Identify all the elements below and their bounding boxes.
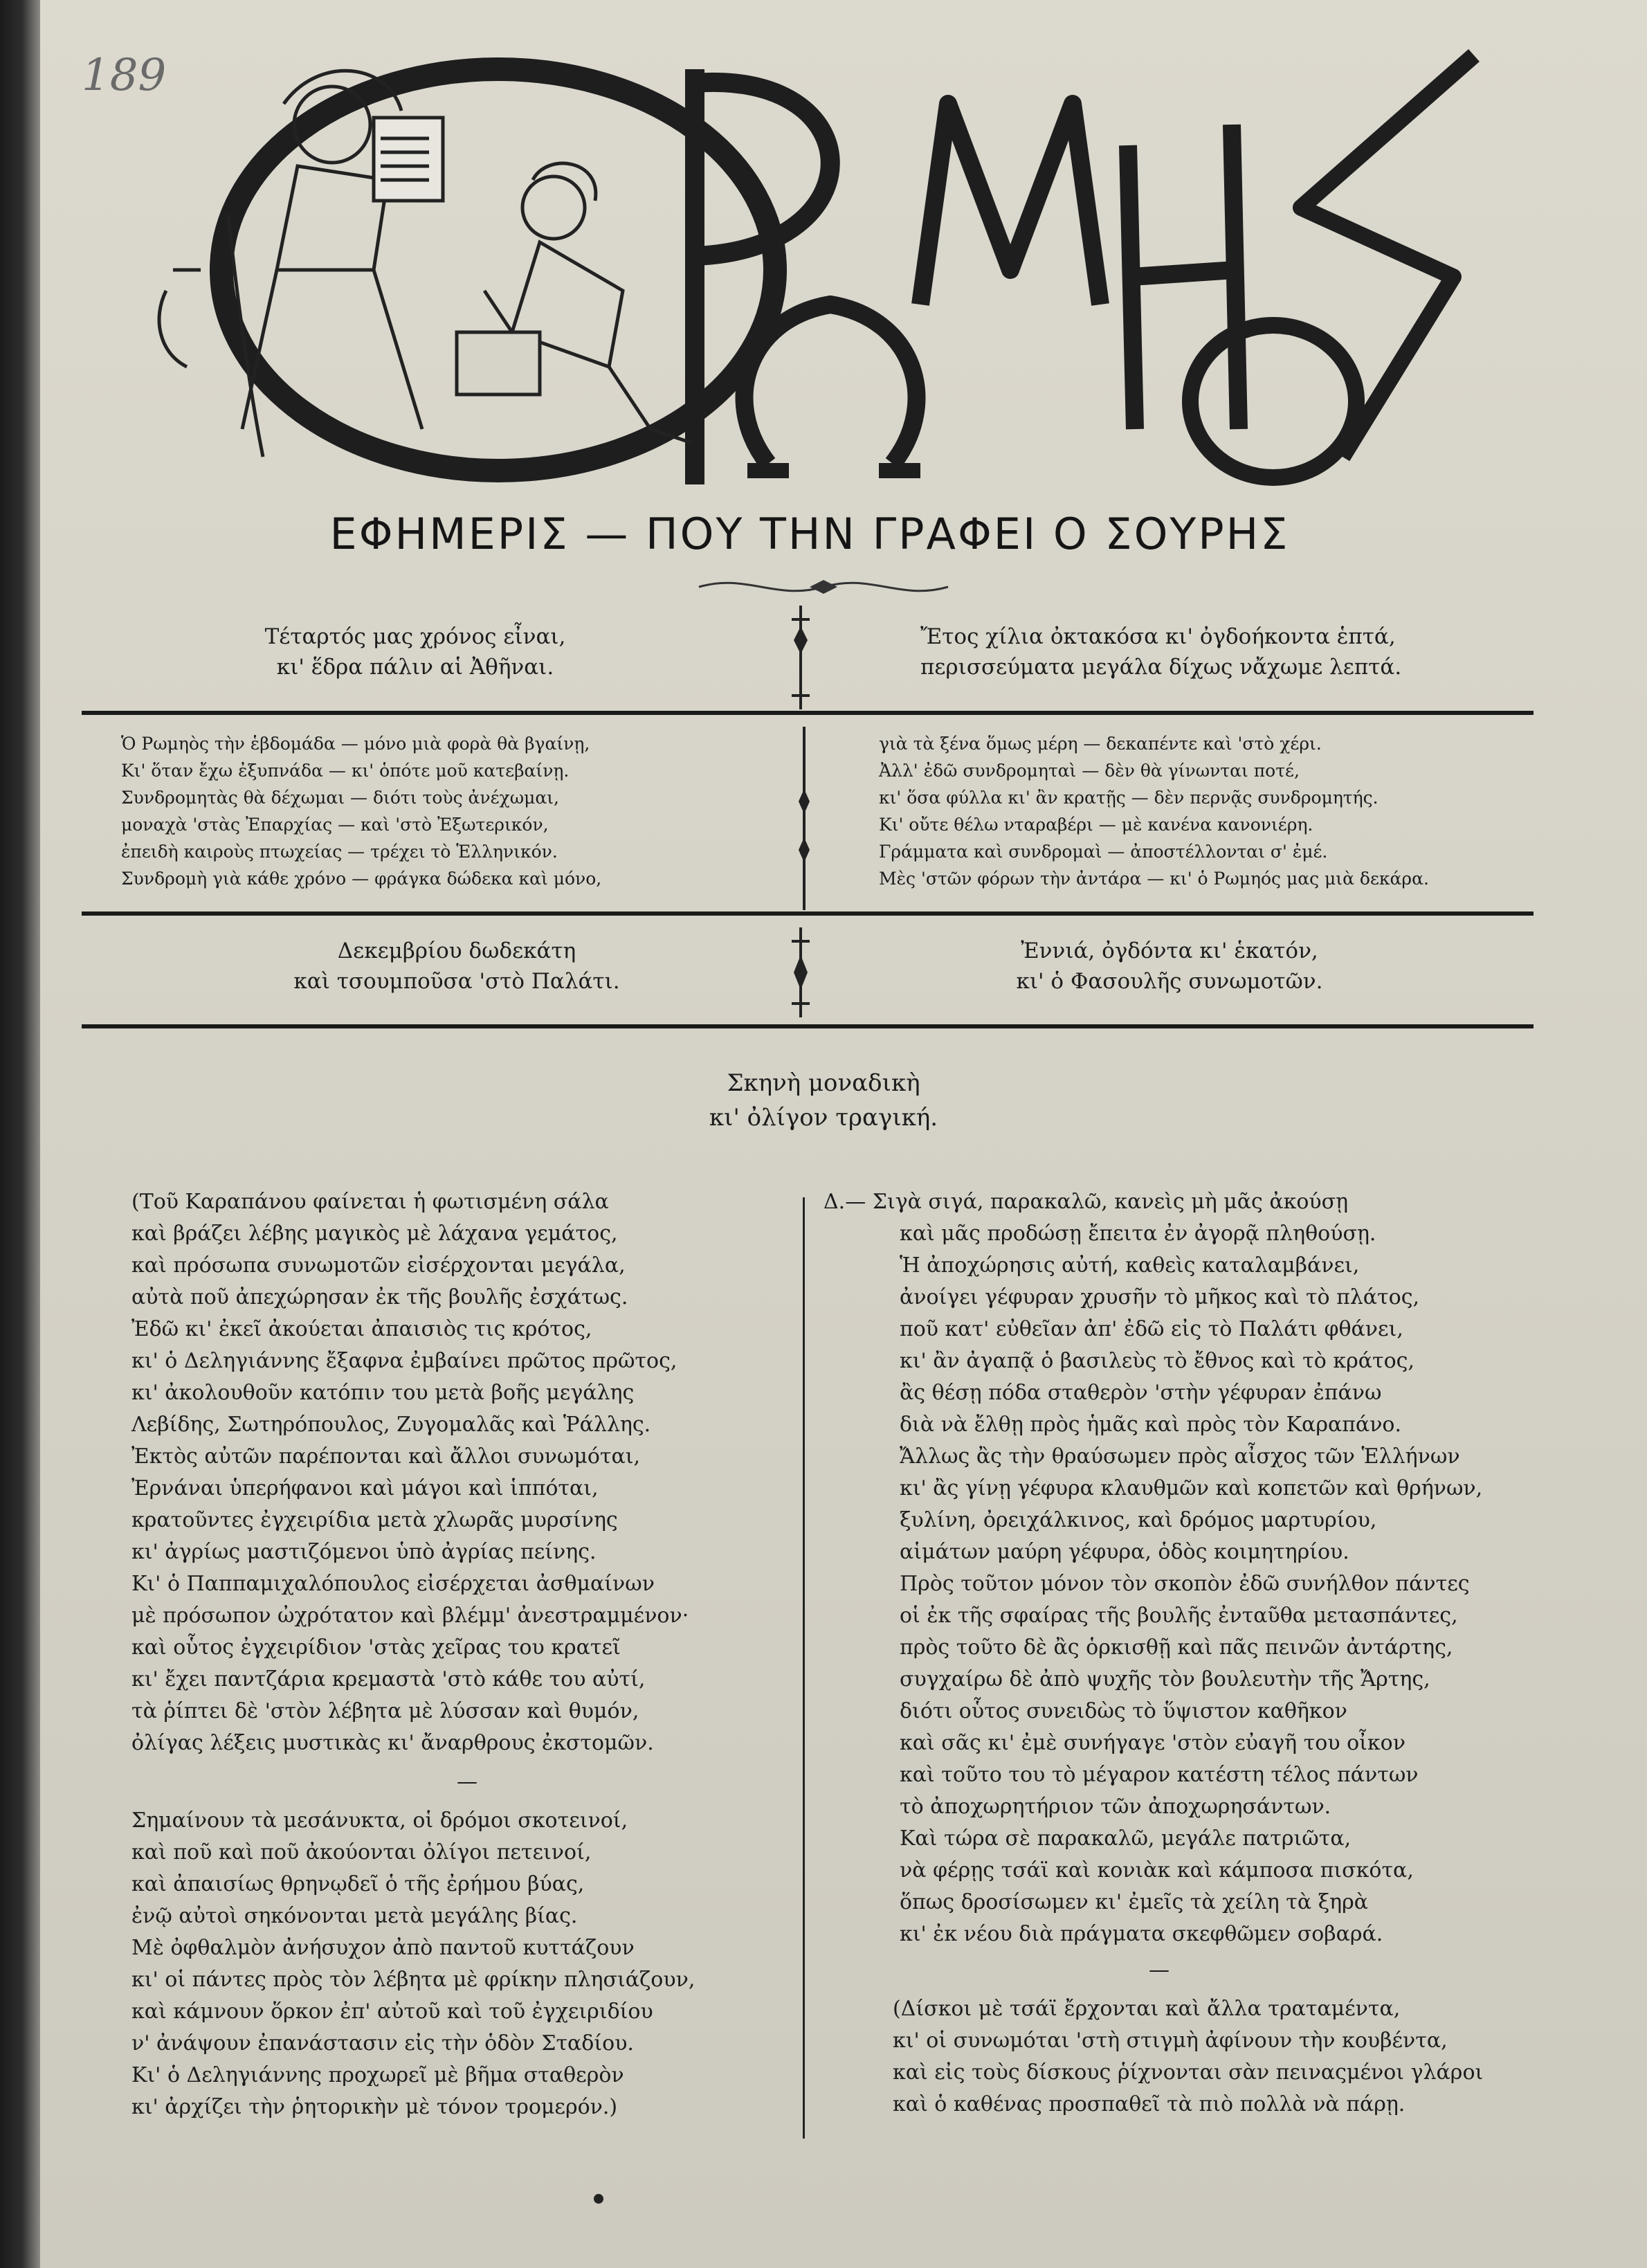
rule <box>82 911 1534 916</box>
header-left-line: Τέταρτός μας χρόνος εἶναι, <box>264 624 566 649</box>
subscription-line: Κι' ὅταν ἔχω ἐξυπνάδα — κι' ὁπότε μοῦ κατεβαίνῃ. <box>121 761 570 781</box>
flourish-ornament <box>692 573 955 601</box>
verse-line: Πρὸς τοῦτον μόνον τὸν σκοπὸν ἐδῶ συνήλθον πάντες <box>900 1572 1470 1596</box>
subscription-line: Γράμματα καὶ συνδρομαὶ — ἀποστέλλονται σ' ἐμέ. <box>879 842 1328 862</box>
illustration <box>159 71 692 457</box>
verse-line: Λεβίδης, Σωτηρόπουλος, Ζυγομαλᾶς καὶ Ῥάλλης. <box>131 1413 651 1437</box>
verse-line: πρὸς τοῦτο δὲ ἂς ὁρκισθῇ καὶ πᾶς πεινῶν ἀντάρτης, <box>900 1635 1453 1660</box>
verse-line: Καὶ τώρα σὲ παρακαλῶ, μεγάλε πατριῶτα, <box>900 1826 1352 1851</box>
verse-line: (Τοῦ Καραπάνου φαίνεται ἡ φωτισμένη σάλα <box>131 1190 609 1214</box>
subscription-line: Ὁ Ρωμηὸς τὴν ἑβδομάδα — μόνο μιὰ φορὰ θὰ βγαίνῃ, <box>121 734 590 754</box>
verse-line: Ἐρνάναι ὑπερήφανοι καὶ μάγοι καὶ ἱππόται, <box>131 1476 599 1500</box>
masthead-logo <box>125 42 1543 498</box>
masthead <box>125 42 1543 498</box>
date-right-line: κι' ὁ Φασουλῆς συνωμοτῶν. <box>1016 969 1323 994</box>
subscription-line: κι' ὅσα φύλλα κι' ἂν κρατῇς — δὲν περνᾷς συνδρομητής. <box>879 788 1378 808</box>
subscription-line: Μὲς 'στῶν φόρων τὴν ἀντάρα — κι' ὁ Ρωμηός μας μιὰ δεκάρα. <box>879 869 1429 889</box>
verse-line: κι' οἱ πάντες πρὸς τὸν λέβητα μὲ φρίκην πλησιάζουν, <box>131 1968 695 1992</box>
verse-line: Κι' ὁ Παππαμιχαλόπουλος εἰσέρχεται ἀσθμαίνων <box>131 1572 655 1596</box>
stanza-separator: — <box>457 1770 477 1794</box>
scene-title <box>595 1066 1052 1135</box>
page-number: 189 <box>82 50 167 101</box>
header-right-line: Ἔτος χίλια ὀκτακόσα κι' ὀγδοήκοντα ἑπτά, <box>920 624 1396 649</box>
date-left-line: Δεκεμβρίου δωδεκάτη <box>337 938 576 963</box>
verse-line: ποῦ κατ' εὐθεῖαν ἀπ' ἐδῶ εἰς τὸ Παλάτι φθάνει, <box>900 1317 1403 1341</box>
verse-line: καὶ οὗτος ἐγχειρίδιον 'στὰς χεῖρας του κρατεῖ <box>131 1635 621 1660</box>
verse-line: διότι οὗτος συνειδὼς τὸ ὕψιστον καθῆκον <box>900 1699 1347 1723</box>
ornament-divider <box>783 927 818 1017</box>
verse-line: Κι' ὁ Δεληγιάννης προχωρεῖ μὲ βῆμα σταθερὸν <box>131 2063 624 2087</box>
verse-line: νὰ φέρῃς τσάϊ καὶ κονιὰκ καὶ κάμποσα πισκότα, <box>900 1858 1414 1883</box>
verse-line: μὲ πρόσωπον ὠχρότατον καὶ βλέμμ' ἀνεστραμμένον· <box>131 1604 689 1628</box>
subscription-line: γιὰ τὰ ξένα ὅμως μέρη — δεκαπέντε καὶ 'στὸ χέρι. <box>879 734 1322 754</box>
subscription-line: ἐπειδὴ καιροὺς πτωχείας — τρέχει τὸ Ἑλληνικόν. <box>121 842 558 862</box>
header-right-line: περισσεύματα μεγάλα δίχως νἄχωμε λεπτά. <box>920 655 1402 680</box>
scene-title-line: κι' ὀλίγον τραγική. <box>709 1104 938 1132</box>
verse-line: τὰ ῥίπτει δὲ 'στὸν λέβητα μὲ λύσσαν καὶ θυμόν, <box>131 1699 639 1723</box>
verse-line: καὶ τοῦτο του τὸ μέγαρον κατέστη τέλος πάντων <box>900 1763 1419 1787</box>
rule <box>82 711 1534 715</box>
header-right <box>920 622 1516 682</box>
verse-line: κι' ἀγρίως μαστιζόμενοι ὑπὸ ἀγρίας πείνης. <box>131 1540 597 1564</box>
subscription-line: Ἀλλ' ἐδῶ συνδρομηταὶ — δὲν θὰ γίνωνται ποτέ, <box>879 761 1300 781</box>
subscription-line: Συνδρομὴ γιὰ κάθε χρόνο — φράγκα δώδεκα καὶ μόνο, <box>121 869 602 889</box>
verse-line: καὶ εἰς τοὺς δίσκους ῥίχνονται σὰν πειναςμένοι γλάροι <box>893 2060 1484 2085</box>
verse-line: Ἡ ἀποχώρησις αὐτή, καθεὶς καταλαμβάνει, <box>900 1253 1360 1278</box>
rule <box>82 1024 1534 1028</box>
verse-line: (Δίσκοι μὲ τσάϊ ἔρχονται καὶ ἄλλα τραταμέντα, <box>893 1997 1401 2021</box>
verse-line: ὀλίγας λέξεις μυστικὰς κι' ἄναρθρους ἐκστομῶν. <box>131 1731 654 1755</box>
subscription-line: Συνδρομητὰς θὰ δέχωμαι — διότι τοὺς ἀνέχωμαι, <box>121 788 559 808</box>
binding-edge <box>0 0 40 2268</box>
header-left-line: κι' ἕδρα πάλιν αἱ Ἀθῆναι. <box>276 655 554 680</box>
verse-line: Μὲ ὀφθαλμὸν ἀνήσυχον ἀπὸ παντοῦ κυττάζουν <box>131 1936 635 1960</box>
verse-line: Ἄλλως ἂς τὴν θραύσωμεν πρὸς αἶσχος τῶν Ἑλλήνων <box>900 1444 1460 1469</box>
verse-line: καὶ βράζει λέβης μαγικὸς μὲ λάχανα γεμάτος, <box>131 1222 618 1246</box>
date-left <box>263 936 650 997</box>
verse-line: οἱ ἐκ τῆς σφαίρας τῆς βουλῆς ἐνταῦθα μετασπάντες, <box>900 1604 1458 1628</box>
verse-line: καὶ πρόσωπα συνωμοτῶν εἰσέρχονται μεγάλα, <box>131 1253 626 1278</box>
verse-line: ἀνοίγει γέφυραν χρυσῆν τὸ μῆκος καὶ τὸ πλάτος, <box>900 1285 1420 1309</box>
verse-line: Ἐκτὸς αὐτῶν παρέπονται καὶ ἄλλοι συνωμόται, <box>131 1444 641 1469</box>
verse-line: κι' ὁ Δεληγιάννης ἔξαφνα ἐμβαίνει πρῶτος πρῶτος, <box>131 1349 677 1373</box>
subscription-line: Κι' οὔτε θέλω νταραβέρι — μὲ κανένα κανονιέρη. <box>879 815 1313 835</box>
verse-line: καὶ μᾶς προδώσῃ ἔπειτα ἐν ἀγορᾷ πληθούσῃ. <box>900 1222 1376 1246</box>
verse-line: καὶ ποῦ καὶ ποῦ ἀκούονται ὀλίγοι πετεινοί, <box>131 1840 592 1865</box>
stanza-separator: — <box>1149 1958 1170 1982</box>
verse-line: κι' ἀκολουθοῦν κατόπιν του μετὰ βοῆς μεγάλης <box>131 1381 635 1405</box>
header-left <box>208 622 623 682</box>
left-column <box>131 1186 789 2123</box>
verse-line: κρατοῦντες ἐγχειρίδια μετὰ χλωρᾶς μυρσίνης <box>131 1508 618 1532</box>
verse-line: Δ.— Σιγὰ σιγά, παρακαλῶ, κανεὶς μὴ μᾶς ἀκούσῃ <box>824 1190 1349 1214</box>
ornament-divider <box>790 727 818 910</box>
verse-line: καὶ ἀπαισίως θρηνῳδεῖ ὁ τῆς ἐρήμου βύας, <box>131 1872 585 1896</box>
verse-line: καὶ σᾶς κι' ἐμὲ συνήγαγε 'στὸν εὐαγῆ του οἶκον <box>900 1731 1405 1755</box>
subscription-line: μοναχὰ 'στὰς Ἐπαρχίας — καὶ 'στὸ Ἐξωτερικόν, <box>121 815 549 835</box>
column-divider <box>803 1197 805 2139</box>
verse-line: Ἐδῶ κι' ἐκεῖ ἀκούεται ἀπαισιὸς τις κρότος, <box>131 1317 592 1341</box>
verse-line: ξυλίνη, ὀρειχάλκινος, καὶ δρόμος μαρτυρίου, <box>900 1508 1377 1532</box>
verse-line: κι' ἔχει παντζάρια κρεμαστὰ 'στὸ κάθε του αὐτί, <box>131 1667 646 1691</box>
subscription-right <box>879 730 1529 892</box>
verse-line: ἐνῷ αὐτοὶ σηκόνονται μετὰ μεγάλης βίας. <box>131 1904 578 1928</box>
verse-line: τὸ ἀποχωρητήριον τῶν ἀποχωρησάντων. <box>900 1795 1331 1819</box>
verse-line: κι' ἀρχίζει τὴν ῥητορικὴν μὲ τόνον τρομερόν.) <box>131 2095 618 2119</box>
date-right-line: Ἐννιά, ὀγδόντα κι' ἑκατόν, <box>1021 938 1318 963</box>
verse-line: κι' ἂς γίνῃ γέφυρα κλαυθμῶν καὶ κοπετῶν καὶ θρήνων, <box>900 1476 1483 1500</box>
ink-dot <box>594 2194 603 2204</box>
verse-line: κι' ἐκ νέου διὰ πράγματα σκεφθῶμεν σοβαρά. <box>900 1922 1383 1946</box>
verse-line: καὶ ὁ καθένας προσπαθεῖ τὰ πιὸ πολλὰ νὰ πάρῃ. <box>893 2092 1405 2116</box>
verse-line: ὅπως δροσίσωμεν κι' ἐμεῖς τὰ χείλη τὰ ξηρὰ <box>900 1890 1369 1914</box>
verse-line: ν' ἀνάψουν ἐπανάστασιν εἰς τὴν ὁδὸν Σταδίου. <box>131 2031 634 2056</box>
date-left-line: καὶ τσουμποῦσα 'στὸ Παλάτι. <box>293 969 620 994</box>
verse-line: καὶ κάμνουν ὅρκον ἐπ' αὐτοῦ καὶ τοῦ ἐγχειριδίου <box>131 1999 653 2024</box>
subscription-left <box>121 730 785 892</box>
masthead-subtitle: ΕΦΗΜΕΡΙΣ — ΠΟΥ ΤΗΝ ΓΡΑΦΕΙ Ο ΣΟΥΡΗΣ <box>329 509 1290 559</box>
verse-line: Σημαίνουν τὰ μεσάνυκτα, οἱ δρόμοι σκοτεινοί, <box>131 1808 628 1833</box>
date-right <box>962 936 1377 997</box>
verse-line: διὰ νὰ ἔλθῃ πρὸς ἡμᾶς καὶ πρὸς τὸν Καραπάνο. <box>900 1413 1402 1437</box>
verse-line: ἂς θέσῃ πόδα σταθερὸν 'στὴν γέφυραν ἐπάνω <box>900 1381 1382 1405</box>
scene-title-line: Σκηνὴ μοναδικὴ <box>727 1069 920 1097</box>
verse-line: κι' οἱ συνωμόται 'στὴ στιγμὴ ἀφίνουν τὴν κουβέντα, <box>893 2029 1448 2053</box>
verse-line: συγχαίρω δὲ ἀπὸ ψυχῆς τὸν βουλευτὴν τῆς Ἄρτης, <box>900 1667 1430 1691</box>
verse-line: κι' ἂν ἀγαπᾷ ὁ βασιλεὺς τὸ ἔθνος καὶ τὸ κράτος, <box>900 1349 1414 1373</box>
right-column <box>824 1186 1543 2121</box>
verse-line: αὐτὰ ποῦ ἀπεχώρησαν ἐκ τῆς βουλῆς ἐσχάτως. <box>131 1285 628 1309</box>
verse-line: αἱμάτων μαύρη γέφυρα, ὁδὸς κοιμητηρίου. <box>900 1540 1349 1564</box>
ornament-divider <box>783 606 818 709</box>
